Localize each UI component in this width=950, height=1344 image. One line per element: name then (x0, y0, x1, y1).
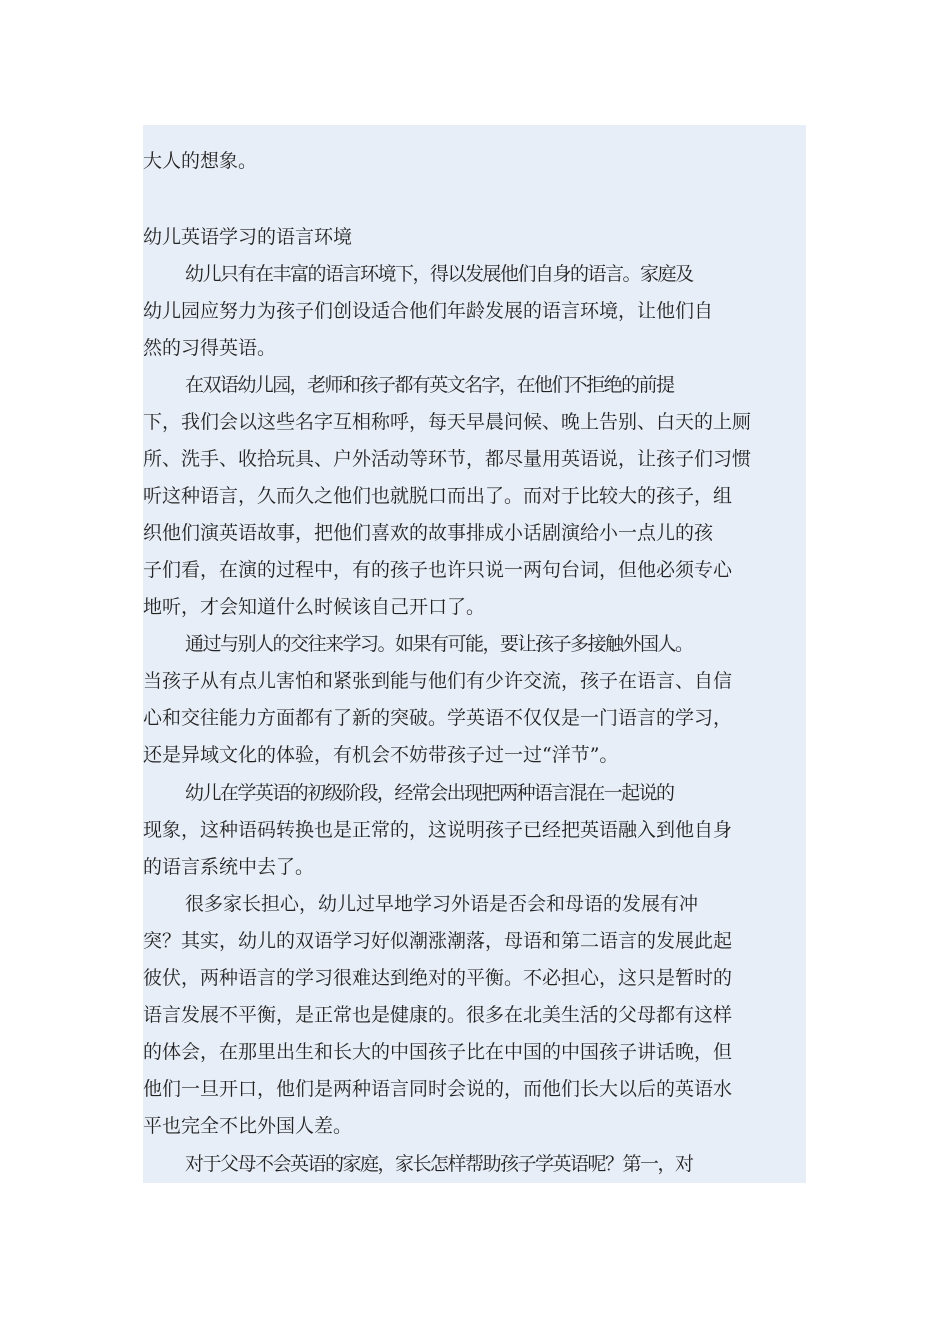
paragraph-line: 很多家长担心，幼儿过早地学习外语是否会和母语的发展有冲 (185, 893, 699, 915)
paragraph-line: 通过与别人的交往来学习。如果有可能，要让孩子多接触外国人。 (185, 633, 693, 655)
paragraph-line: 子们看，在演的过程中，有的孩子也许只说一两句台词，但他必须专心 (143, 559, 733, 581)
paragraph-line: 现象，这种语码转换也是正常的，这说明孩子已经把英语融入到他自身 (143, 819, 733, 841)
document-page (143, 125, 806, 1183)
paragraph-line: 幼儿在学英语的初级阶段，经常会出现把两种语言混在一起说的 (185, 782, 674, 804)
intro-tail-line: 大人的想象。 (143, 150, 258, 172)
paragraph-line: 听这种语言，久而久之他们也就脱口而出了。而对于比较大的孩子，组 (143, 485, 733, 507)
paragraph-line: 突？其实，幼儿的双语学习好似潮涨潮落，母语和第二语言的发展此起 (143, 930, 733, 952)
paragraph-line: 织他们演英语故事，把他们喜欢的故事排成小话剧演给小一点儿的孩 (143, 522, 714, 544)
paragraph-line: 的语言系统中去了。 (143, 856, 315, 878)
paragraph-line: 下，我们会以这些名字互相称呼，每天早晨问候、晚上告别、白天的上厕 (143, 411, 752, 433)
paragraph-line: 所、洗手、收拾玩具、户外活动等环节，都尽量用英语说，让孩子们习惯 (143, 448, 752, 470)
paragraph-line: 幼儿园应努力为孩子们创设适合他们年龄发展的语言环境，让他们自 (143, 300, 714, 322)
paragraph-line: 他们一旦开口，他们是两种语言同时会说的，而他们长大以后的英语水 (143, 1078, 733, 1100)
paragraph-line: 平也完全不比外国人差。 (143, 1115, 353, 1137)
paragraph-line: 在双语幼儿园，老师和孩子都有英文名字，在他们不拒绝的前提 (185, 374, 674, 396)
paragraph-line: 心和交往能力方面都有了新的突破。学英语不仅仅是一门语言的学习， (143, 707, 733, 729)
paragraph-line: 当孩子从有点儿害怕和紧张到能与他们有少许交流，孩子在语言、自信 (143, 670, 733, 692)
paragraph-line: 幼儿只有在丰富的语言环境下，得以发展他们自身的语言。家庭及 (185, 263, 693, 285)
paragraph-line: 地听，才会知道什么时候该自己开口了。 (143, 596, 486, 618)
section-heading: 幼儿英语学习的语言环境 (143, 226, 353, 248)
paragraph-line: 然的习得英语。 (143, 337, 277, 359)
paragraph-line: 还是异域文化的体验，有机会不妨带孩子过一过“洋节”。 (143, 744, 619, 766)
paragraph-line: 彼伏，两种语言的学习很难达到绝对的平衡。不必担心，这只是暂时的 (143, 967, 733, 989)
paragraph-line: 对于父母不会英语的家庭，家长怎样帮助孩子学英语呢？第一，对 (185, 1153, 693, 1175)
paragraph-line: 语言发展不平衡，是正常也是健康的。很多在北美生活的父母都有这样 (143, 1004, 733, 1026)
paragraph-line: 的体会，在那里出生和长大的中国孩子比在中国的中国孩子讲话晚，但 (143, 1041, 733, 1063)
